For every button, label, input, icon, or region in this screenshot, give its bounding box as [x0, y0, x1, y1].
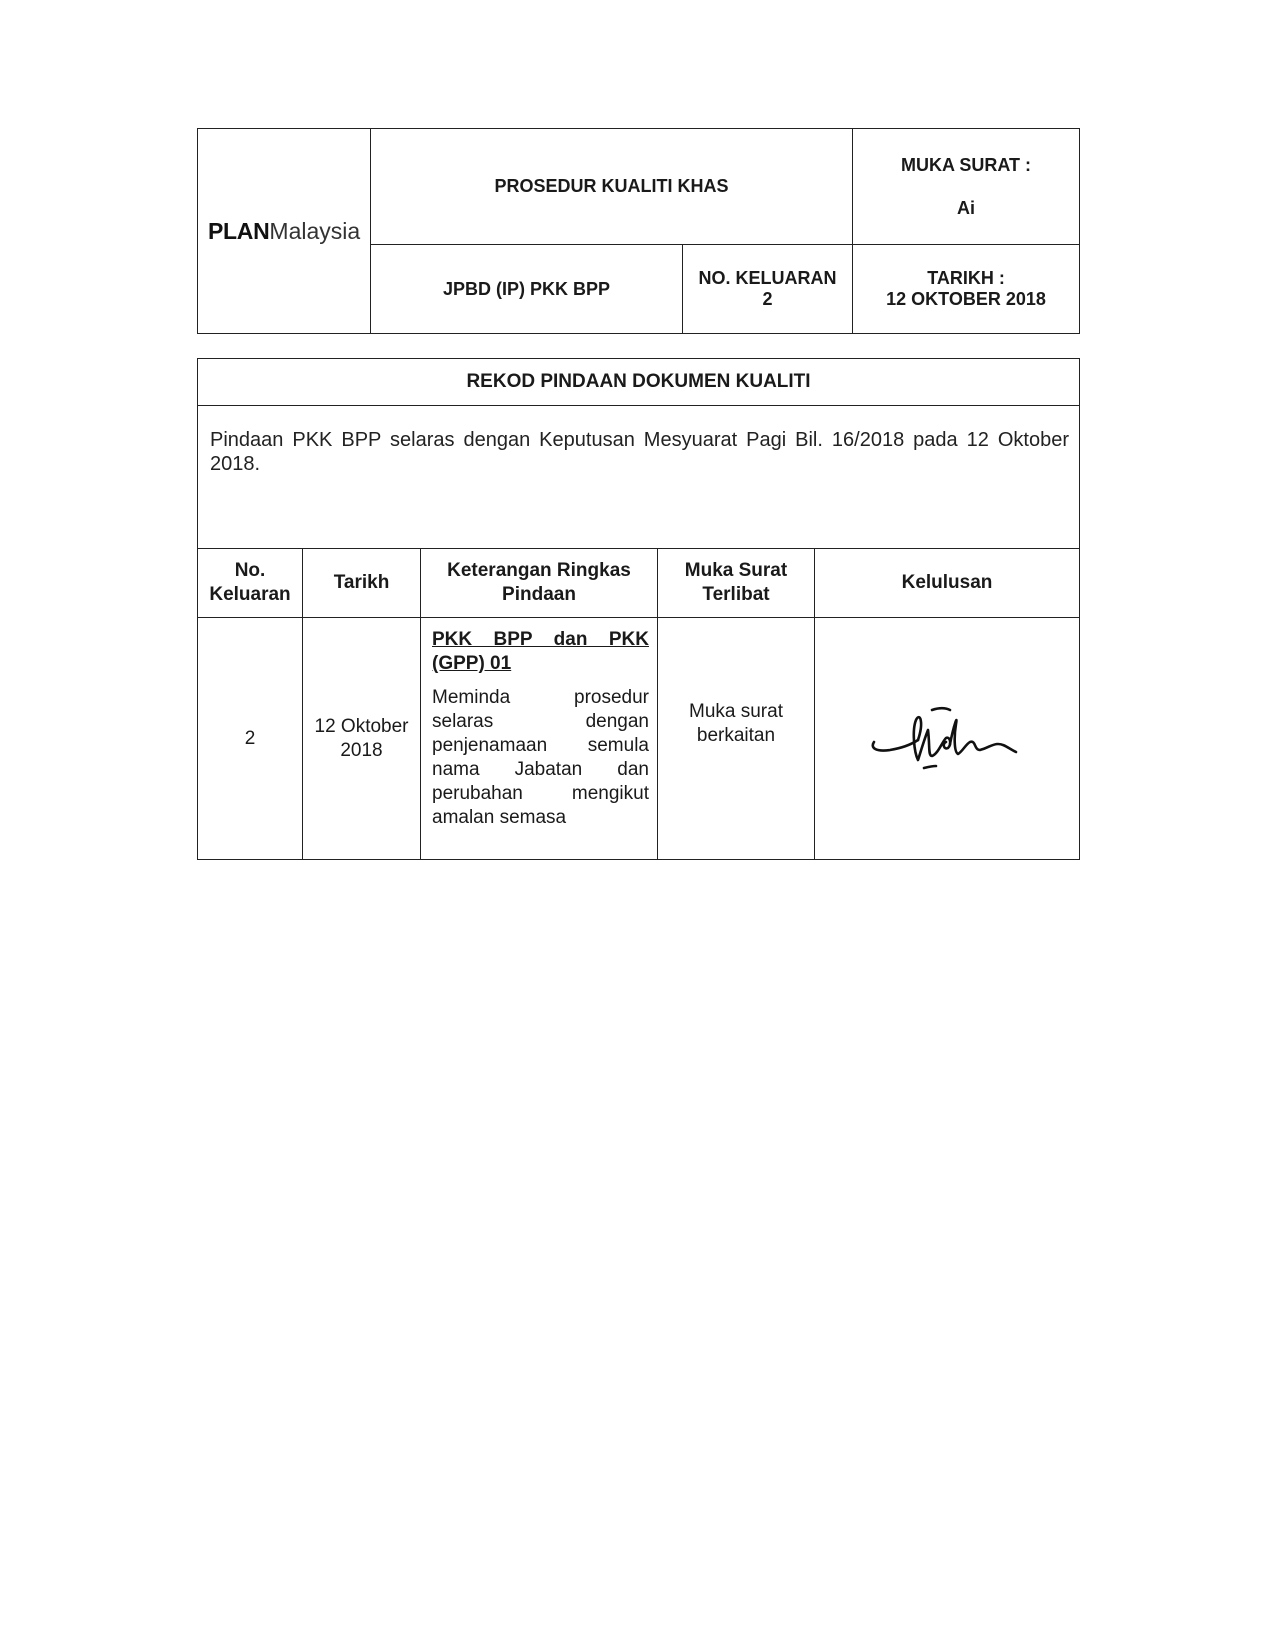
approval-cell	[815, 618, 1080, 860]
column-header-no-keluaran: No. Keluaran	[198, 549, 303, 618]
table-row	[198, 618, 1080, 860]
record-title: REKOD PINDAAN DOKUMEN KUALITI	[198, 359, 1080, 406]
affected-pages: Muka surat berkaitan	[658, 618, 815, 860]
amendment-subject: PKK BPP dan PKK (GPP) 01	[432, 629, 649, 674]
column-header-keterangan: Keterangan Ringkas Pindaan	[421, 549, 658, 618]
column-header-muka-surat: Muka Surat Terlibat	[658, 549, 815, 618]
logo	[198, 129, 371, 334]
date-value: 12 OKTOBER 2018	[886, 289, 1046, 309]
date-cell	[853, 245, 1080, 334]
issue-cell	[683, 245, 853, 334]
issue-label: NO. KELUARAN	[698, 268, 837, 288]
page-cell	[853, 129, 1080, 245]
amendment-date: 12 Oktober 2018	[303, 618, 421, 860]
record-description: Pindaan PKK BPP selaras dengan Keputusan Mesyuarat Pagi Bil. 16/2018 pada 12 Oktober 2018.	[198, 406, 1080, 549]
document-code: JPBD (IP) PKK BPP	[371, 245, 683, 334]
issue-number: 2	[198, 618, 303, 860]
signature-image	[862, 694, 1032, 784]
date-label: TARIKH :	[927, 268, 1005, 288]
page-label: MUKA SURAT :	[901, 154, 1031, 175]
document-header	[197, 128, 1080, 334]
amendment-description	[421, 618, 658, 860]
issue-value: 2	[762, 289, 773, 309]
document-title: PROSEDUR KUALITI KHAS	[371, 129, 853, 245]
column-header-tarikh: Tarikh	[303, 549, 421, 618]
amendment-detail: Meminda prosedur selaras dengan penjenamaan semula nama Jabatan dan perubahan mengikut amalan semasa	[432, 687, 649, 828]
logo-light-text: Malaysia	[269, 217, 361, 244]
logo-bold-text: PLAN	[208, 217, 270, 244]
page-value: Ai	[957, 197, 976, 218]
amendment-record-table	[197, 358, 1080, 860]
column-header-kelulusan: Kelulusan	[815, 549, 1080, 618]
